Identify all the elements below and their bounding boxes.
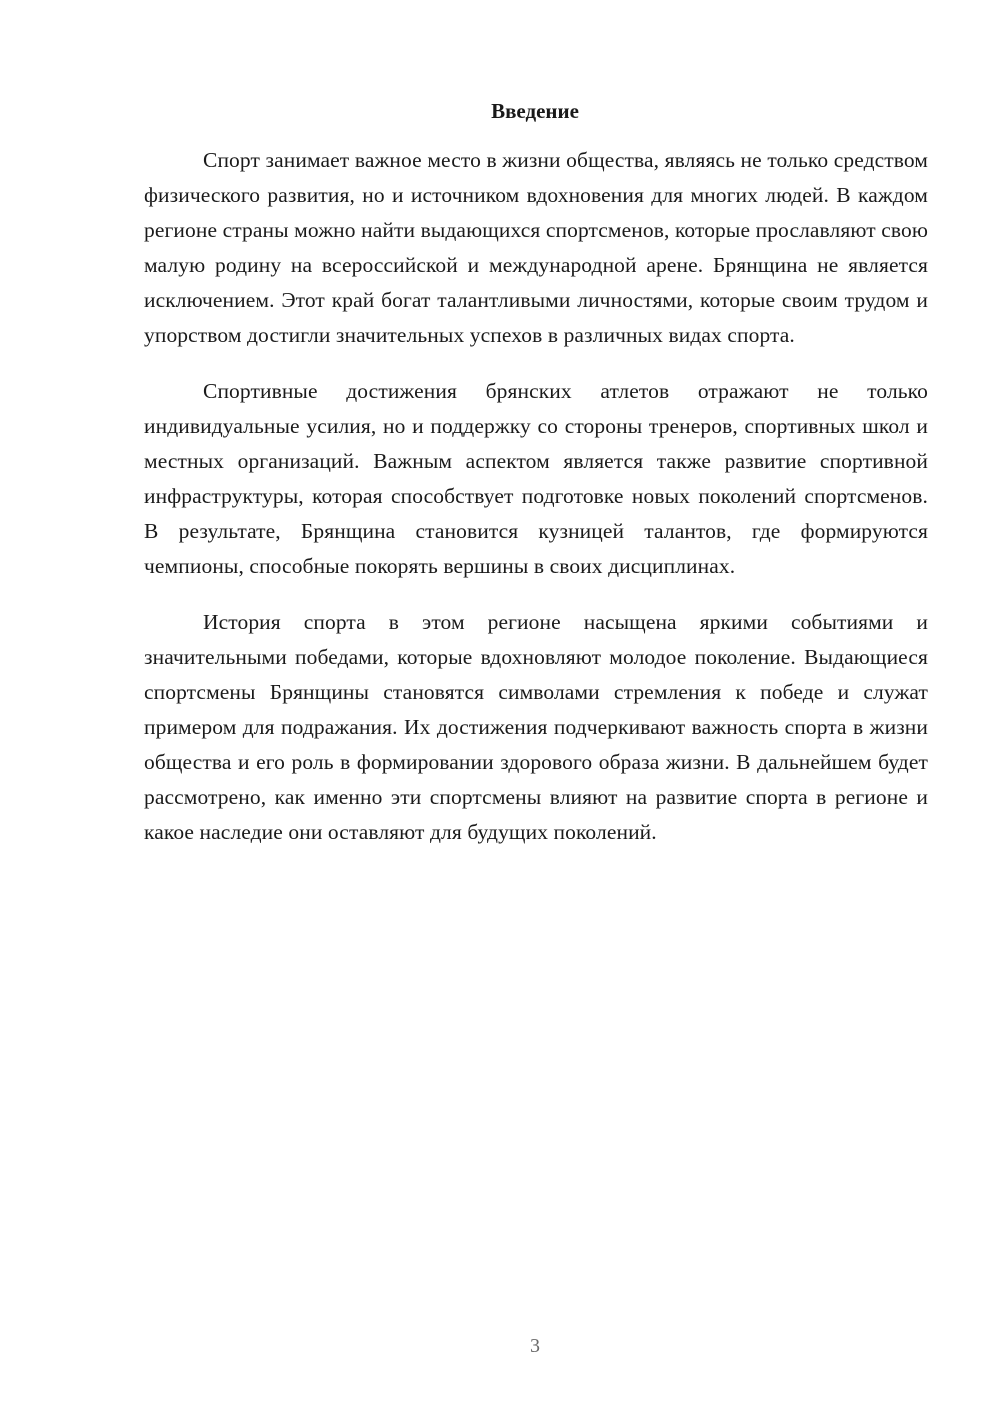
page-number: 3 <box>530 1335 540 1357</box>
paragraph-2: Спортивные достижения брянских атлетов отражают не только индивидуальные усилия, но и поддержку со стороны тренеров, спортивных школ и местных организаций. Важным аспектом является также развитие спортивной инфраструктуры, которая способствует подготовке новых поколений спортсменов. В результате, Брянщина становится кузницей талантов, где формируются чемпионы, способные покорять вершины в своих дисциплинах. <box>144 379 928 578</box>
paragraph-3: История спорта в этом регионе насыщена яркими событиями и значительными победами, которые вдохновляют молодое поколение. Выдающиеся спортсмены Брянщины становятся символами стремления к победе и служат примером для подражания. Их достижения подчеркивают важность спорта в жизни общества и его роль в формировании здорового образа жизни. В дальнейшем будет рассмотрено, как именно эти спортсмены влияют на развитие спорта в регионе и какое наследие они оставляют для будущих поколений. <box>144 610 928 844</box>
paragraph-1: Спорт занимает важное место в жизни общества, являясь не только средством физического развития, но и источником вдохновения для многих людей. В каждом регионе страны можно найти выдающихся спортсменов, которые прославляют свою малую родину на всероссийской и международной арене. Брянщина не является исключением. Этот край богат талантливыми личностями, которые своим трудом и упорством достигли значительных успехов в различных видах спорта. <box>144 148 928 347</box>
body-text <box>144 143 928 871</box>
section-heading: Введение <box>491 99 579 123</box>
